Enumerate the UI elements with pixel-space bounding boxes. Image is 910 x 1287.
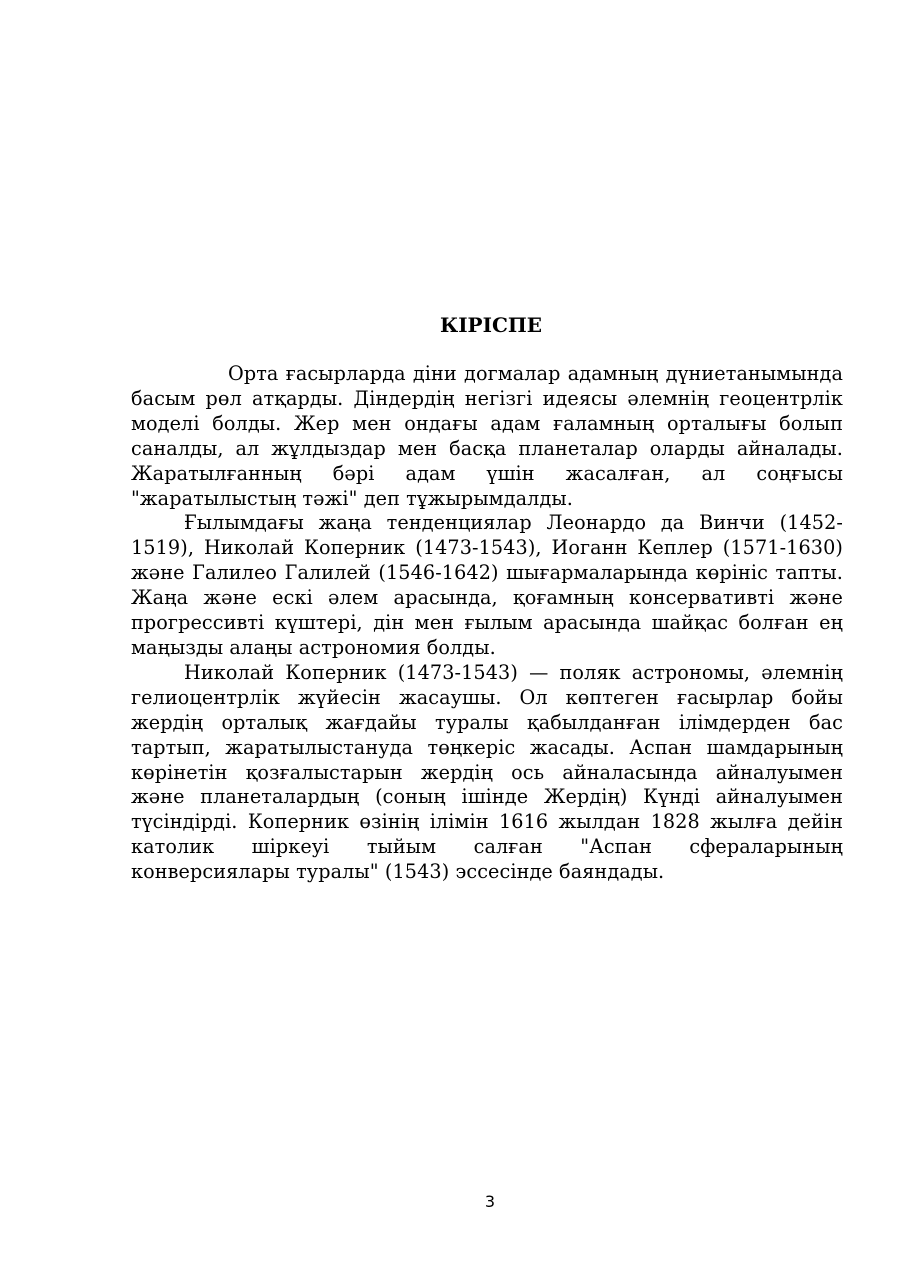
paragraph-3: Николай Коперник (1473-1543) — поляк астрономы, әлемнің гелиоцентрлік жүйесін жасаушы. Ол көптеген ғасырлар бойы жердің орталық жағдайы туралы қабылданған ілімдерден бас тартып, жаратылыстануда төңкеріс жасады. Аспан шамдарының көрінетін қозғалыстарын жердің ось айналасында айналуымен және планеталардың (соның ішінде Жердің) Күнді айналуымен түсіндірді. Коперник өзінің ілімін 1616 жылдан 1828 жылға дейін католик шіркеуі тыйым салған "Аспан сфераларының конверсиялары туралы" (1543) эссесінде баяндады. — [131, 660, 843, 884]
paragraph-1: Орта ғасырларда діни догмалар адамның дүниетанымында басым рөл атқарды. Діндердің негізгі идеясы әлемнің геоцентрлік моделі болды. Жер мен ондағы адам ғаламның орталығы болып саналды, ал жұлдыздар мен басқа планеталар оларды айналады. Жаратылғанның бәрі адам үшін жасалған, ал соңғысы "жаратылыстың тәжі" деп тұжырымдалды. — [131, 362, 843, 510]
page-number: 3 — [484, 1192, 496, 1211]
paragraph-2: Ғылымдағы жаңа тенденциялар Леонардо да Винчи (1452-1519), Николай Коперник (1473-1543), Иоганн Кеплер (1571-1630) және Галилео Галилей (1546-1642) шығармаларында көрініс тапты. Жаңа және ескі әлем арасында, қоғамның консервативті және прогрессивті күштері, дін мен ғылым арасында шайқас болған ең маңызды алаңы астрономия болды. — [131, 511, 843, 659]
body-text — [131, 362, 843, 885]
page-title: КІРІСПЕ — [440, 313, 542, 337]
